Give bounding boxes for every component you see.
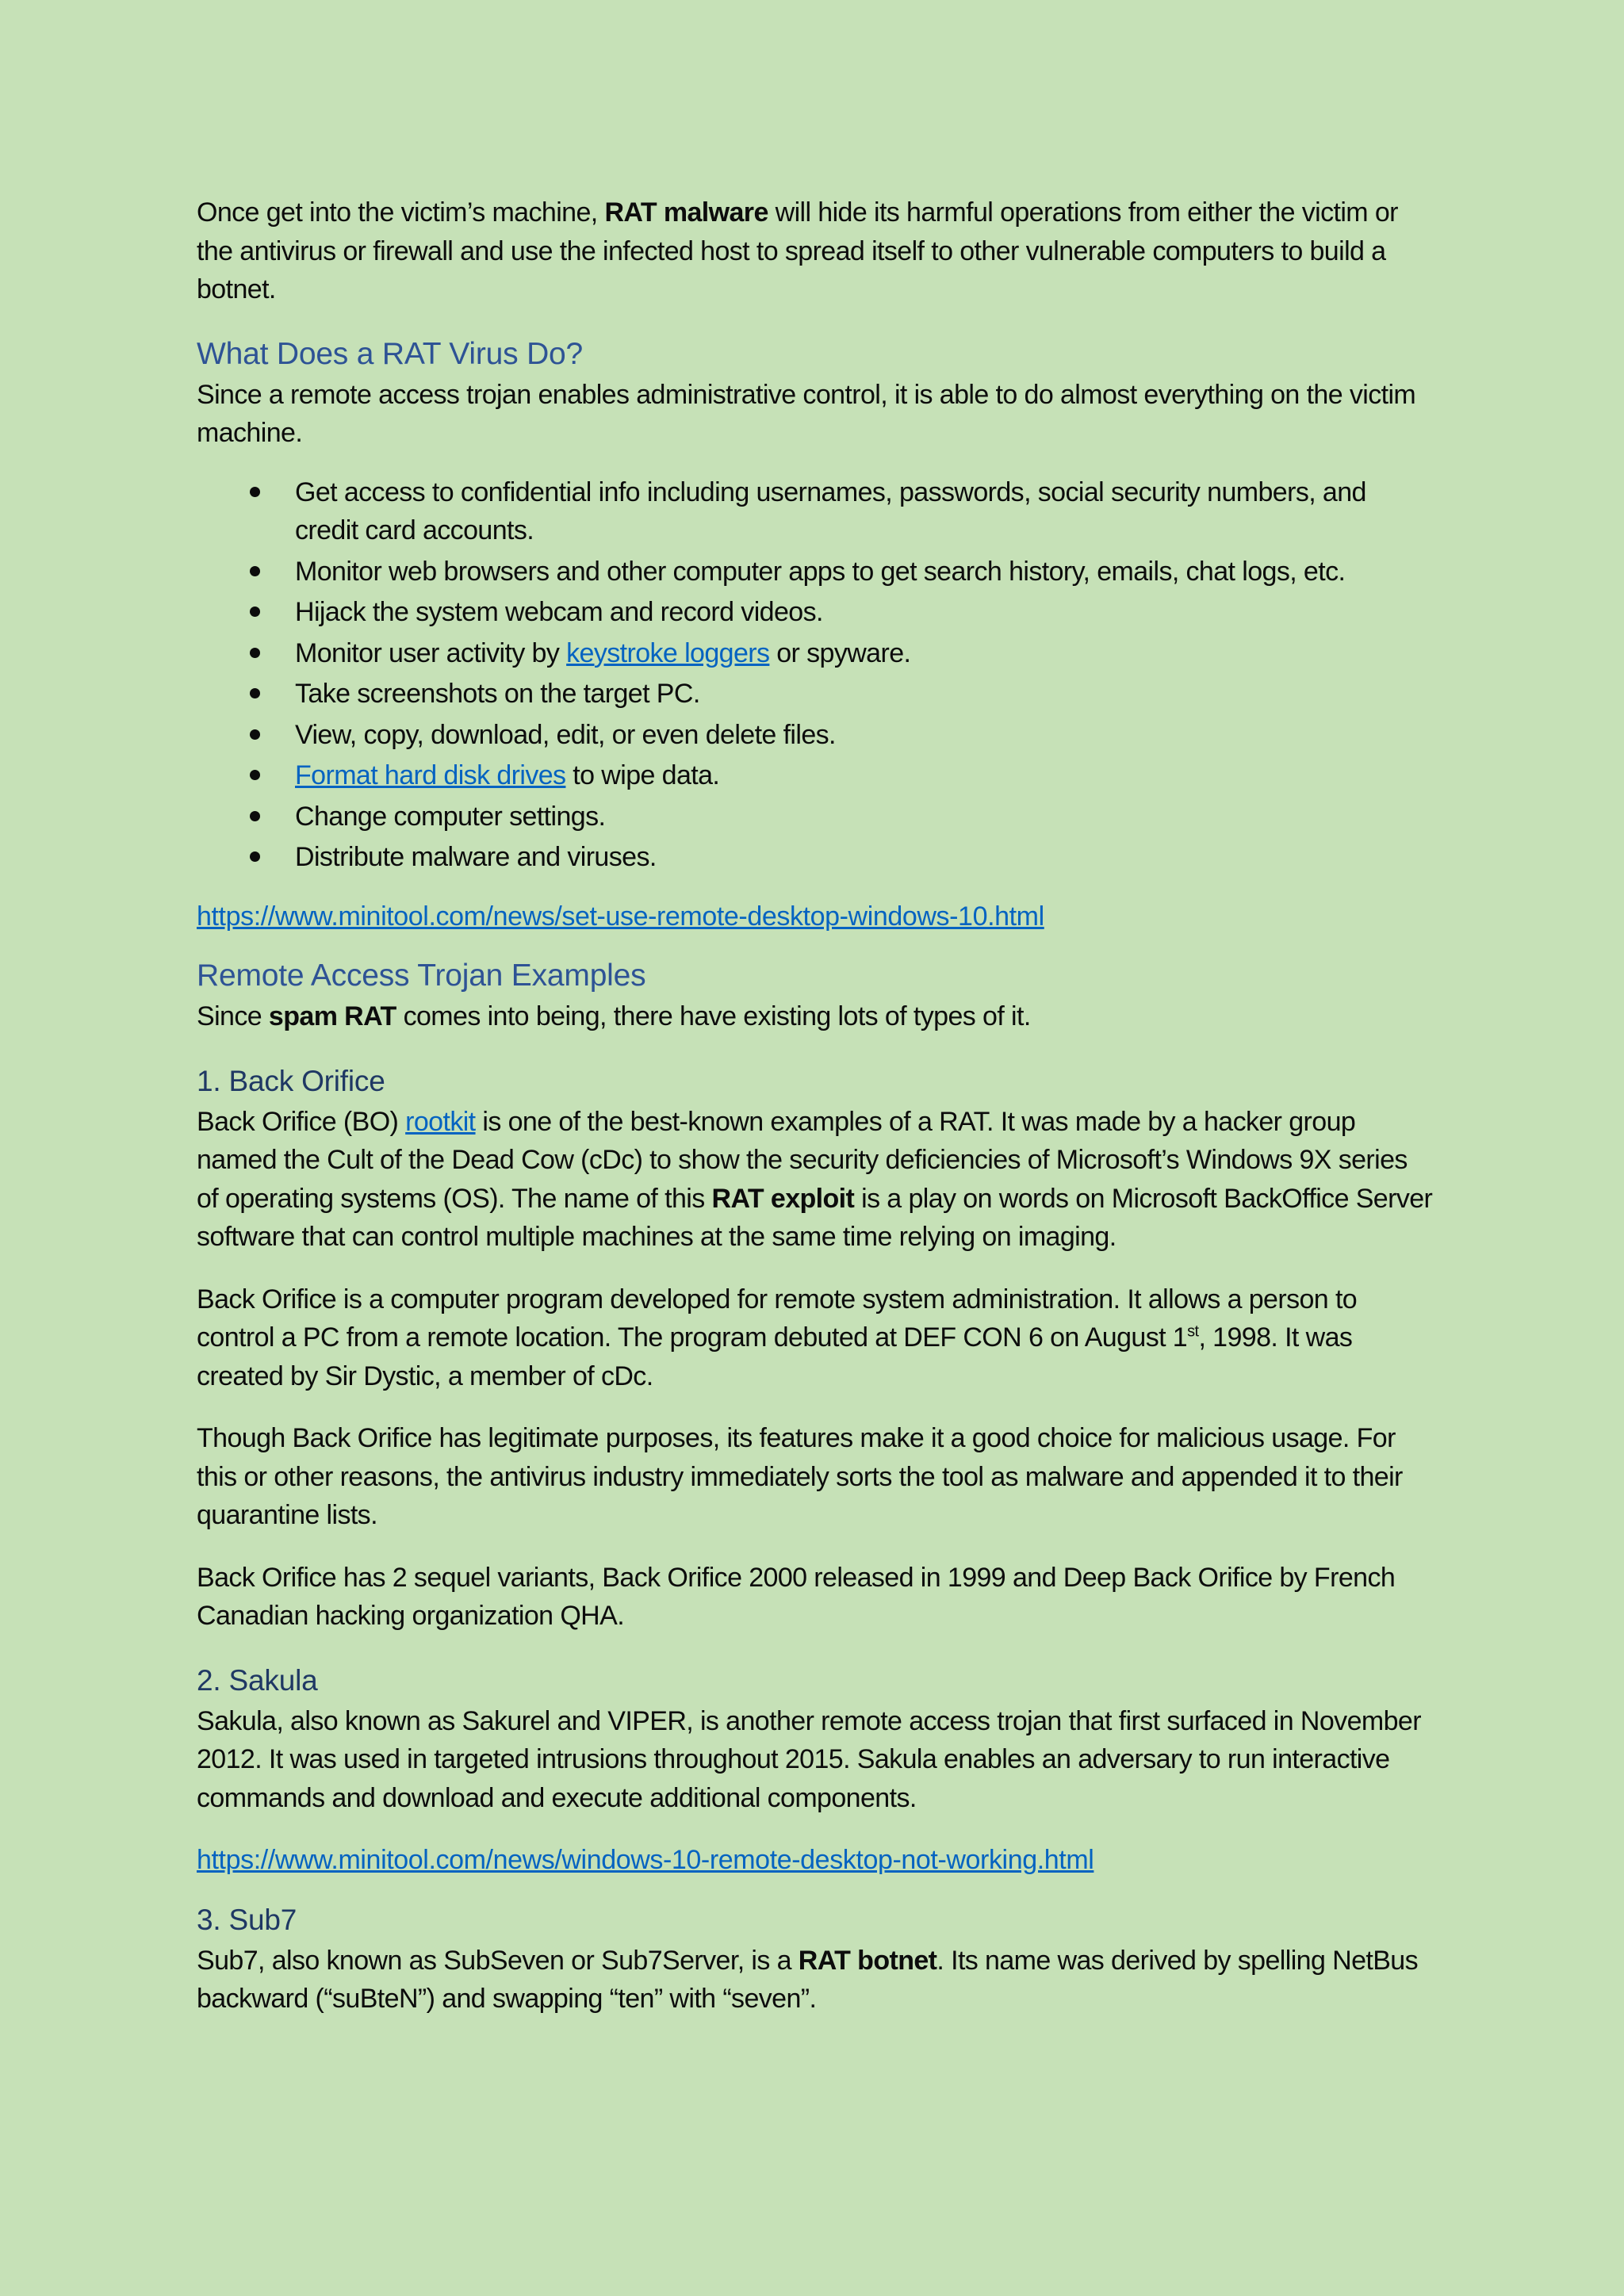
remote-desktop-url-paragraph: [197, 897, 1434, 936]
section-heading-trojan-examples: Remote Access Trojan Examples: [197, 959, 646, 993]
list-item: [197, 593, 1434, 632]
back-orifice-bold-term: RAT exploit: [711, 1183, 855, 1214]
bullet-icon: [250, 487, 260, 497]
section2-bold-term: spam RAT: [268, 1001, 396, 1031]
rootkit-link[interactable]: rootkit: [405, 1106, 476, 1137]
list-item-text: Monitor web browsers and other computer apps to get search history, emails, chat logs, etc.: [295, 556, 1346, 587]
bullet-icon: [250, 770, 260, 780]
back-orifice-p2-text-end: , 1998. It was created by Sir Dystic, a member of cDc.: [197, 1322, 1353, 1391]
section2-text: Since: [197, 1001, 269, 1031]
list-item: [197, 756, 1434, 795]
back-orifice-paragraph-2: [197, 1280, 1434, 1396]
list-item: [197, 634, 1434, 673]
bullet-icon: [250, 607, 260, 617]
list-item-text: Distribute malware and viruses.: [295, 842, 657, 872]
section1-paragraph: Since a remote access trojan enables administrative control, it is able to do almost everything on the victim machine.: [197, 379, 1416, 448]
list-item-text: View, copy, download, edit, or even delete files.: [295, 719, 836, 750]
bullet-icon: [250, 566, 260, 576]
keystroke-loggers-link[interactable]: keystroke loggers: [566, 637, 770, 668]
remote-desktop-url-link[interactable]: https://www.minitool.com/news/set-use-remote-desktop-windows-10.html: [197, 901, 1044, 932]
section2-paragraph: [197, 997, 1434, 1036]
list-item: [197, 838, 1434, 877]
sub7-paragraph: [197, 1942, 1434, 2019]
intro-text-end: will hide its harmful operations from either the victim or the antivirus or firewall and use the infected host to spread itself to other vulnerable computers to build a botnet.: [197, 197, 1398, 304]
list-item-text: Monitor user activity by: [295, 637, 567, 668]
subheading-sub7: 3. Sub7: [197, 1903, 297, 1936]
remote-desktop-not-working-url-link[interactable]: https://www.minitool.com/news/windows-10-remote-desktop-not-working.html: [197, 1845, 1094, 1875]
back-orifice-paragraph-1: [197, 1103, 1434, 1257]
bullet-icon: [250, 811, 260, 821]
bullet-icon: [250, 729, 260, 740]
section-heading-rat-virus: What Does a RAT Virus Do?: [197, 336, 584, 371]
list-item-text: Change computer settings.: [295, 801, 606, 832]
bullet-icon: [250, 648, 260, 658]
list-item: [197, 473, 1434, 550]
subheading-back-orifice: 1. Back Orifice: [197, 1064, 385, 1097]
subheading-sakula: 2. Sakula: [197, 1663, 318, 1697]
back-orifice-paragraph-3: Though Back Orifice has legitimate purposes, its features make it a good choice for malicious usage. For this or other reasons, the antivirus industry immediately sorts the tool as malware and appended it to their quarantine lists.: [197, 1423, 1403, 1530]
sub7-text-end: . Its name was derived by spelling NetBus backward (“suBteN”) and swapping “ten” with “seven”.: [197, 1945, 1419, 2014]
list-item-text-end: to wipe data.: [565, 760, 720, 790]
intro-text: Once get into the victim’s machine,: [197, 197, 605, 228]
back-orifice-p2-text: Back Orifice is a computer program developed for remote system administration. It allows a person to control a PC from a remote location. The program debuted at DEF CON 6 on August 1: [197, 1284, 1358, 1353]
sub7-bold-term: RAT botnet: [798, 1945, 937, 1976]
list-item: [197, 675, 1434, 714]
format-hard-disk-link[interactable]: Format hard disk drives: [295, 760, 566, 790]
capabilities-list: [197, 473, 1434, 877]
intro-bold-term: RAT malware: [604, 197, 768, 228]
bullet-icon: [250, 688, 260, 698]
document-body: [197, 193, 1434, 2019]
back-orifice-text: Back Orifice (BO): [197, 1106, 406, 1137]
sub7-text: Sub7, also known as SubSeven or Sub7Server, is a: [197, 1945, 799, 1976]
list-item-text: Get access to confidential info including usernames, passwords, social security numbers, and credit card accounts.: [295, 476, 1366, 545]
sakula-paragraph: Sakula, also known as Sakurel and VIPER, is another remote access trojan that first surfaced in November 2012. It was used in targeted intrusions throughout 2015. Sakula enables an adversary to run interactive commands and download and execute additional components.: [197, 1705, 1421, 1813]
section2-text-end: comes into being, there have existing lots of types of it.: [396, 1001, 1031, 1031]
list-item: [197, 798, 1434, 836]
list-item-text: Take screenshots on the target PC.: [295, 679, 700, 709]
remote-desktop-not-working-url-paragraph: [197, 1841, 1434, 1880]
back-orifice-text-end: is a play on words on Microsoft BackOffice Server software that can control multiple machines at the same time relying on imaging.: [197, 1183, 1433, 1252]
list-item: [197, 553, 1434, 591]
ordinal-superscript: st: [1187, 1322, 1199, 1341]
list-item: [197, 716, 1434, 755]
bullet-icon: [250, 851, 260, 862]
back-orifice-text-mid: is one of the best-known examples of a RAT. It was made by a hacker group named the Cult of the Dead Cow (cDc) to show the security deficiencies of Microsoft’s Windows 9X series of operating systems (OS). The name of this: [197, 1106, 1408, 1214]
intro-paragraph: [197, 193, 1434, 309]
list-item-text-end: or spyware.: [769, 637, 911, 668]
back-orifice-paragraph-4: Back Orifice has 2 sequel variants, Back Orifice 2000 released in 1999 and Deep Back Orifice by French Canadian hacking organization QHA.: [197, 1562, 1396, 1631]
list-item-text: Hijack the system webcam and record videos.: [295, 597, 823, 627]
